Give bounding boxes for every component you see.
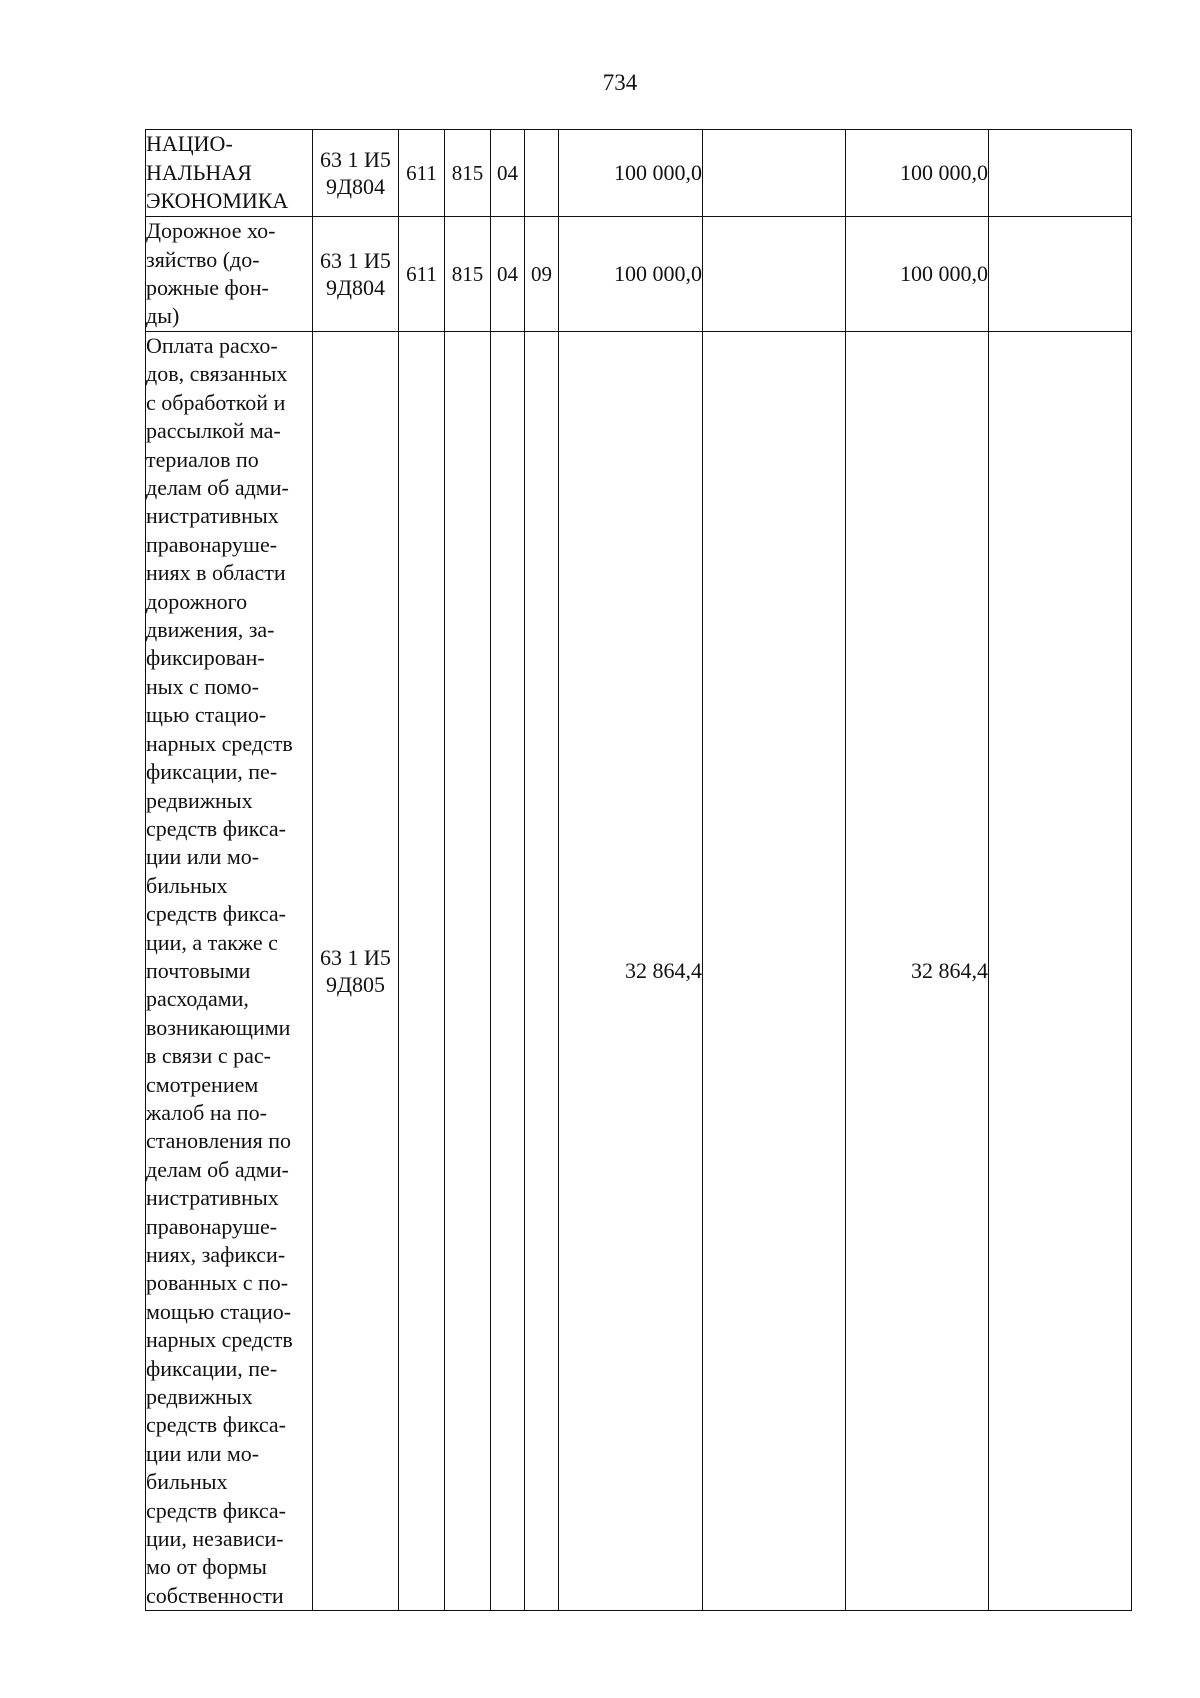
row-name-line: мощью стацио- — [146, 1298, 292, 1324]
amount-2-cell — [703, 332, 846, 1611]
amount-3-cell: 100 000,0 — [846, 130, 989, 217]
row-name-line: правонаруше- — [146, 1213, 278, 1239]
row-name-line: средств фикса- — [146, 1497, 286, 1523]
row-name-line: фиксирован- — [146, 645, 265, 671]
row-name-cell — [146, 332, 313, 1611]
row-name-line: редвижных — [146, 1384, 253, 1410]
row-name-line: нистративных — [146, 1185, 279, 1211]
row-name-line: фиксации, пе- — [146, 1355, 278, 1381]
subsection-cell — [525, 130, 559, 217]
page-number: 734 — [602, 70, 638, 95]
row-name-line: становления по — [146, 1128, 291, 1154]
amount-3-cell: 100 000,0 — [846, 217, 989, 332]
table-row — [146, 130, 1132, 217]
expense-type-cell: 611 — [399, 217, 445, 332]
amount-4-cell — [989, 332, 1132, 1611]
row-name-line: ции, независи- — [146, 1526, 284, 1552]
row-name-line: НАЛЬНАЯ — [146, 159, 252, 185]
row-name-line: собственности — [146, 1582, 284, 1608]
row-name-line: средств фикса- — [146, 901, 286, 927]
row-name-line: нистративных — [146, 503, 279, 529]
row-name-line: средств фикса- — [146, 1412, 286, 1438]
expense-type-cell — [399, 332, 445, 1611]
row-name-line: рассылкой ма- — [146, 418, 281, 444]
row-name-line: ции или мо- — [146, 844, 260, 870]
amount-2-cell — [703, 217, 846, 332]
row-name-line: смотрением — [146, 1071, 259, 1097]
row-name-line: ды) — [146, 303, 180, 329]
row-name-line: редвижных — [146, 787, 253, 813]
row-name-line: жалоб на по- — [146, 1099, 267, 1125]
row-name-line: фиксации, пе- — [146, 759, 278, 785]
row-name-line: щью стацио- — [146, 702, 267, 728]
target-code-cell: 63 1 И5 9Д804 — [313, 130, 399, 217]
row-name-line: средств фикса- — [146, 815, 286, 841]
row-name-line: НАЦИО- — [146, 131, 233, 157]
ministry-cell: 815 — [445, 217, 491, 332]
row-name-line: дов, связанных — [146, 361, 288, 387]
row-name-line: мо от формы — [146, 1554, 267, 1580]
row-name-line: почтовыми — [146, 957, 251, 983]
section-cell — [491, 332, 525, 1611]
row-name-line: ниях в области — [146, 560, 286, 586]
expense-type-cell: 611 — [399, 130, 445, 217]
amount-4-cell — [989, 130, 1132, 217]
row-name-line: с обработкой и — [146, 389, 286, 415]
row-name-line: возникающими — [146, 1014, 291, 1040]
ministry-cell: 815 — [445, 130, 491, 217]
budget-table — [145, 129, 1132, 1611]
subsection-cell: 09 — [525, 217, 559, 332]
amount-1-cell: 100 000,0 — [559, 217, 703, 332]
row-name-line: териалов по — [146, 446, 259, 472]
row-name-line: ции или мо- — [146, 1440, 260, 1466]
row-name-line: правонаруше- — [146, 531, 278, 557]
row-name-cell — [146, 217, 313, 332]
row-name-line: в связи с рас- — [146, 1043, 271, 1069]
row-name-line: дорожного — [146, 588, 248, 614]
row-name-line: Оплата расхо- — [146, 333, 278, 358]
section-cell: 04 — [491, 217, 525, 332]
target-code-cell: 63 1 И5 9Д805 — [313, 332, 399, 1611]
row-name-line: бильных — [146, 1469, 228, 1495]
section-cell: 04 — [491, 130, 525, 217]
ministry-cell — [445, 332, 491, 1611]
row-name-line: Дорожное хо- — [146, 218, 276, 244]
target-code-cell: 63 1 И5 9Д804 — [313, 217, 399, 332]
row-name-line: ции, а также с — [146, 929, 278, 955]
row-name-line: ЭКОНОМИКА — [146, 188, 289, 214]
row-name-cell — [146, 130, 313, 217]
row-name-line: делам об адми- — [146, 1156, 289, 1182]
row-name-line: зяйство (до- — [146, 246, 260, 272]
subsection-cell — [525, 332, 559, 1611]
amount-1-cell: 100 000,0 — [559, 130, 703, 217]
table-row — [146, 217, 1132, 332]
amount-3-cell: 32 864,4 — [846, 332, 989, 1611]
table-body — [146, 130, 1132, 1611]
row-name-line: рожные фон- — [146, 275, 269, 300]
amount-1-cell: 32 864,4 — [559, 332, 703, 1611]
table-row — [146, 332, 1132, 1611]
row-name-line: нарных средств — [146, 1327, 293, 1353]
row-name-line: движения, за- — [146, 617, 275, 643]
row-name-line: расходами, — [146, 986, 249, 1012]
row-name-line: бильных — [146, 872, 228, 898]
amount-4-cell — [989, 217, 1132, 332]
row-name-line: ниях, зафикси- — [146, 1242, 286, 1267]
row-name-line: ных с помо- — [146, 673, 259, 699]
amount-2-cell — [703, 130, 846, 217]
row-name-line: делам об адми- — [146, 475, 289, 501]
row-name-line: рованных с по- — [146, 1270, 289, 1296]
row-name-line: нарных средств — [146, 730, 293, 756]
